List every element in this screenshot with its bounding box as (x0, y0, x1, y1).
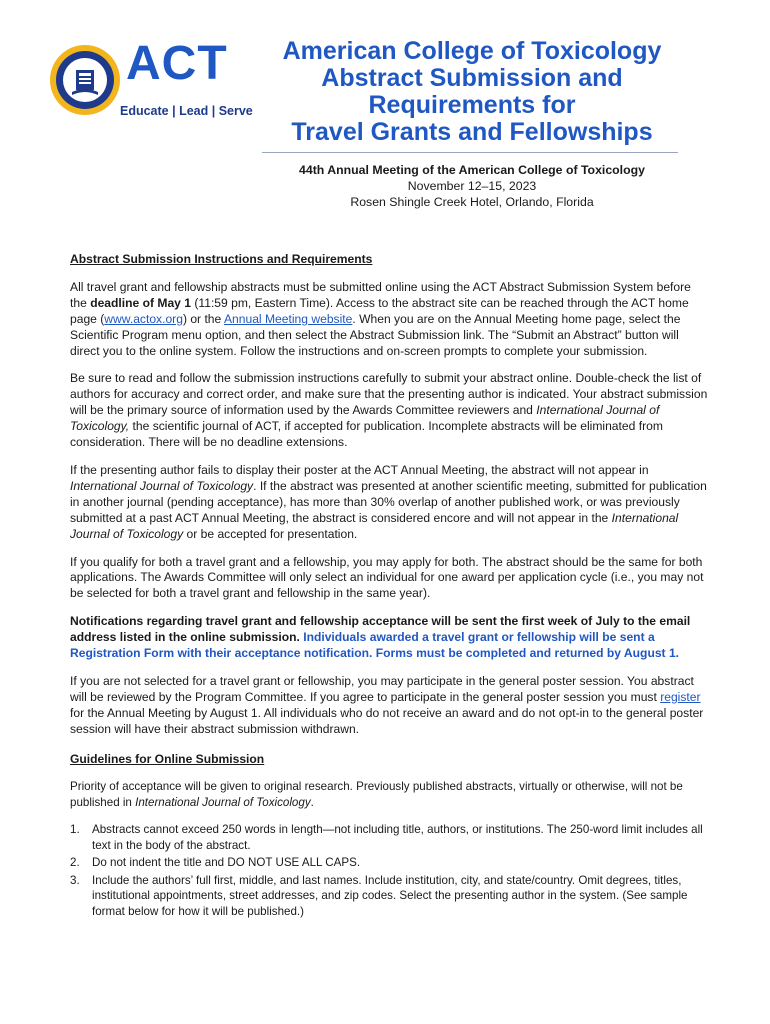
page-title (262, 38, 682, 146)
journal-name: International Journal of Toxicology (70, 478, 254, 493)
item-number: 2. (70, 856, 80, 870)
guidelines-list (70, 822, 710, 919)
journal-name: International Journal of Toxicology (135, 795, 311, 809)
text: ) or the (182, 311, 224, 326)
paragraph-poster (70, 463, 710, 543)
text: for the Annual Meeting by August 1. All individuals who do not receive an award and do not opt-in to the general poster session will have their abstract submission withdrawn. (70, 705, 704, 736)
text: or be accepted for presentation. (183, 526, 358, 541)
logo-wordmark: ACT (126, 37, 228, 90)
registration-form-note: Individuals awarded a travel grant or fellowship will be sent a Registration Form with their acceptance notification. Forms must be completed and returned by August 1. (70, 630, 680, 661)
journal-name: International Journal of Toxicology (70, 510, 679, 541)
paragraph-priority (70, 779, 710, 810)
list-item (70, 822, 710, 853)
actox-link[interactable]: www.actox.org (104, 311, 183, 326)
paragraph-instructions (70, 371, 710, 451)
register-link[interactable]: register (660, 689, 701, 704)
text: Priority of acceptance will be given to original research. Previously published abstracts, virtually or otherwise, will not be published in (70, 780, 683, 809)
meeting-dates: November 12–15, 2023 (407, 179, 537, 193)
deadline-text: deadline of May 1 (90, 295, 191, 310)
text: If you are not selected for a travel grant or fellowship, you may participate in the general poster session. You abstract will be reviewed by the Program Committee. If you agree to participate in the general poster session you must (70, 673, 694, 704)
text: . When you are on the Annual Meeting home page, select the Scientific Program menu option, and then select the Abstract Submission link. The “Submit an Abstract” button will direct you to the online system. Follow the instructions and on-screen prompts to complete your submission. (70, 311, 681, 358)
text: . If the abstract was presented at another scientific meeting, submitted for publication in another journal (pending acceptance), has more than 30% overlap of another published work, or was previously submitted at a past ACT Annual Meeting, the abstract is considered encore and will not appear in the (70, 478, 707, 525)
meeting-name: 44th Annual Meeting of the American College of Toxicology (299, 163, 645, 177)
section-heading-submission: Abstract Submission Instructions and Requirements (70, 252, 373, 266)
journal-name: International Journal of Toxicology, (70, 403, 660, 434)
item-number: 3. (70, 873, 80, 887)
paragraph-submission (70, 280, 710, 360)
item-text: Abstracts cannot exceed 250 words in length—not including title, authors, or institutions. The 250-word limit includes all text in the body of the abstract. (92, 823, 703, 852)
text: All travel grant and fellowship abstracts must be submitted online using the ACT Abstract Submission System before the (70, 279, 691, 310)
notification-text: Notifications regarding travel grant and fellowship acceptance will be sent the first week of July to the email address listed in the online submission. (70, 614, 691, 645)
title-divider (262, 152, 678, 153)
meeting-info (262, 162, 682, 210)
item-number: 1. (70, 823, 80, 837)
text: If the presenting author fails to display their poster at the ACT Annual Meeting, the abstract will not appear in (70, 462, 649, 477)
item-text: Include the authors’ full first, middle, and last names. Include institution, city, and state/country. Omit degrees, titles, institutional appointments, street addresses, and zip codes. Select the presenting author in the system. (See sample format below for how it will be published.) (92, 873, 688, 918)
annual-meeting-website-link[interactable]: Annual Meeting website (223, 311, 353, 326)
text: (11:59 pm, Eastern Time). Access to the abstract site can be reached through the ACT home page ( (70, 295, 689, 326)
list-item (70, 855, 710, 871)
paragraph-general-session (70, 674, 710, 738)
item-text: Do not indent the title and DO NOT USE ALL CAPS. (92, 856, 361, 870)
title-line-2: Abstract Submission and (321, 64, 623, 92)
document-body (70, 252, 710, 921)
meeting-venue: Rosen Shingle Creek Hotel, Orlando, Florida (350, 195, 594, 209)
paragraph-both-awards: If you qualify for both a travel grant and a fellowship, you may apply for both. The abstract should be the same for both applications. The Awards Committee will only select an individual for one award per application cycle (i.e., you may not be selected for both a travel grant and fellowship in the same year). (70, 554, 704, 601)
logo-tagline: Educate | Lead | Serve (120, 104, 253, 118)
title-line-4: Travel Grants and Fellowships (291, 118, 653, 146)
title-line-3: Requirements for (368, 91, 576, 119)
text: Be sure to read and follow the submission instructions carefully to submit your abstract online. Double-check the list of authors for accuracy and correct order, and make sure that the presenting author is indicated. Your abstract submission will be the primary source of information used by the Awards Committee reviewers and (70, 371, 708, 418)
act-logo (48, 37, 258, 124)
text: the scientific journal of ACT, if accepted for publication. Incomplete abstracts will be eliminated from consideration. There will be no deadline extensions. (70, 419, 663, 450)
list-item (70, 873, 710, 920)
text: . (310, 795, 314, 809)
title-line-1: American College of Toxicology (282, 37, 662, 65)
paragraph-notifications (70, 614, 710, 662)
section-heading-guidelines: Guidelines for Online Submission (70, 751, 265, 766)
